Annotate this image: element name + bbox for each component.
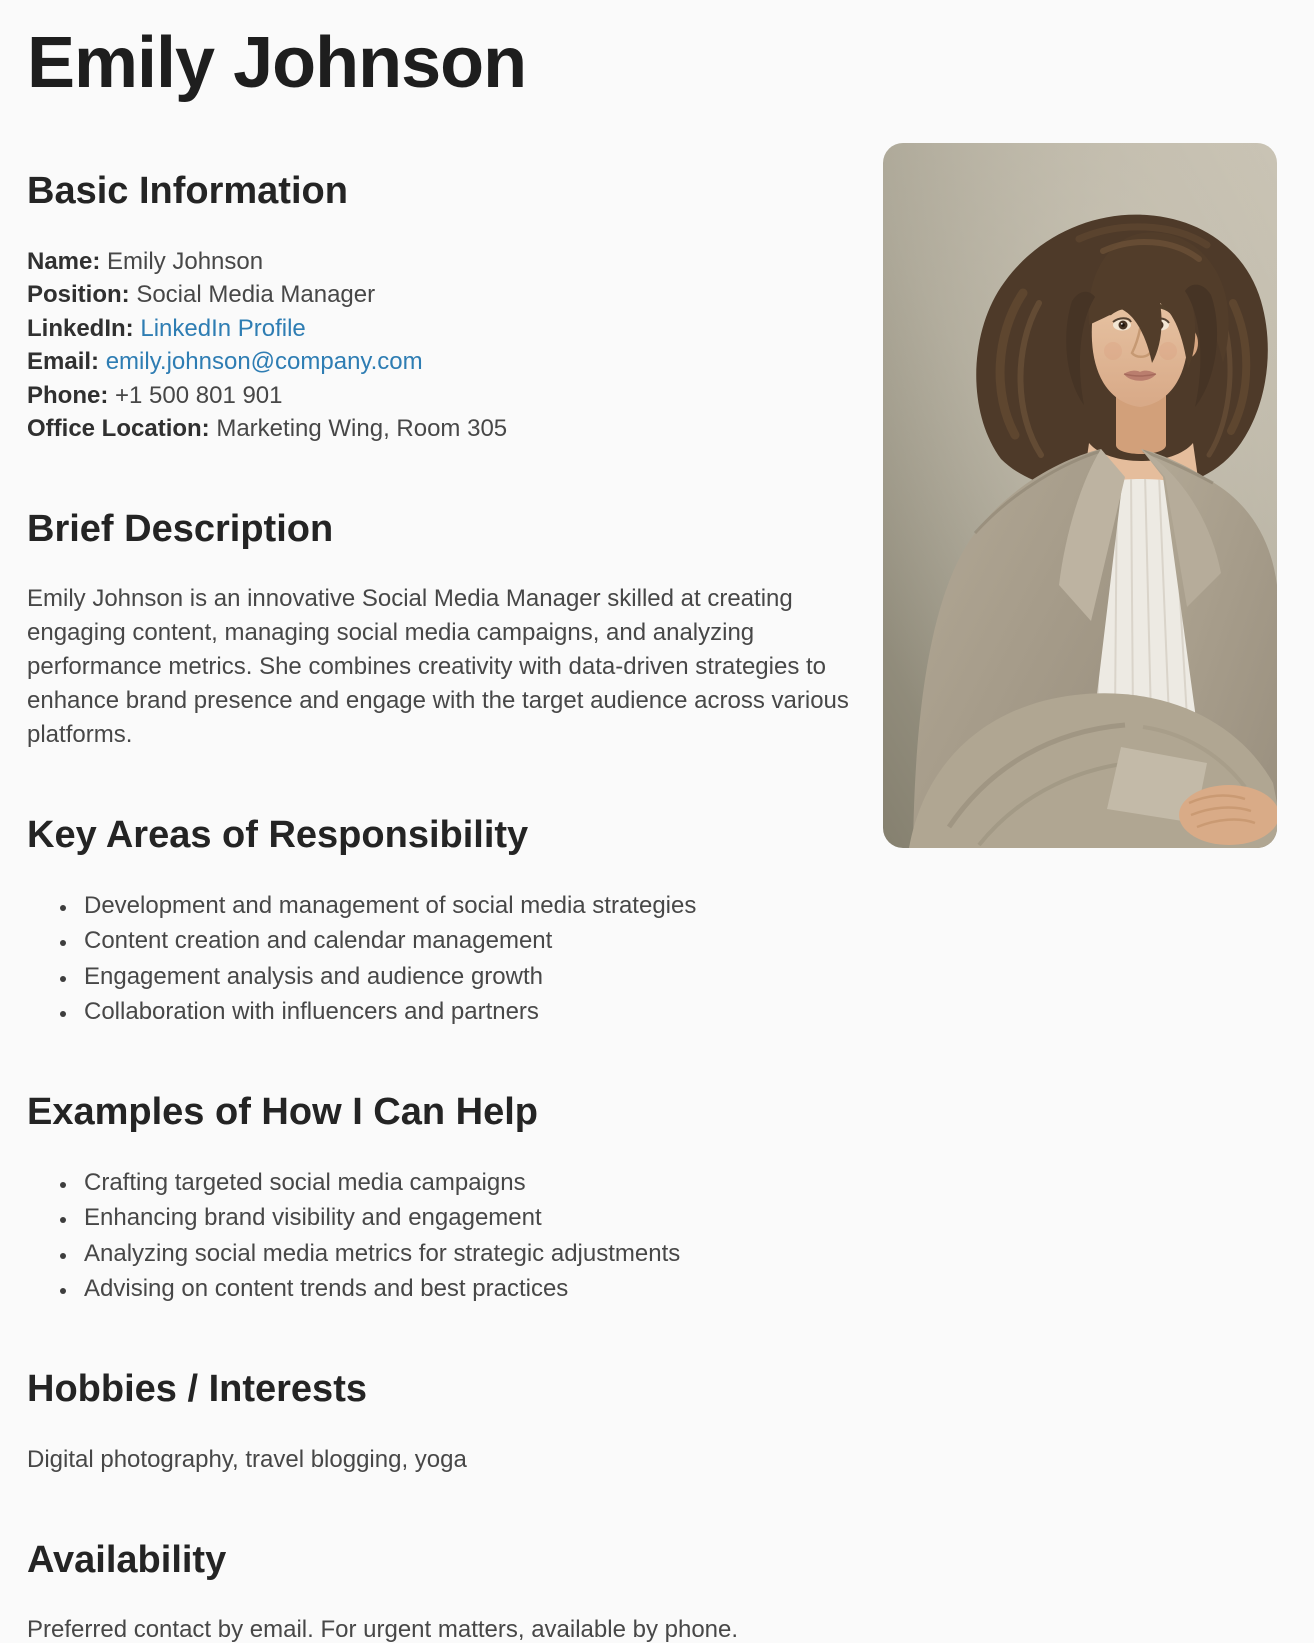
- list-item-text: Crafting targeted social media campaigns: [84, 1168, 526, 1196]
- profile-photo: [883, 143, 1277, 848]
- list-item: [78, 1272, 873, 1306]
- profile-content: [27, 18, 873, 1643]
- availability-text: Preferred contact by email. For urgent matters, available by phone.: [27, 1616, 739, 1643]
- section-basic-information: [27, 168, 873, 446]
- field-office-location: [27, 412, 873, 446]
- list-item-text: Enhancing brand visibility and engagement: [84, 1204, 542, 1231]
- field-phone-value: +1 500 801 901: [115, 381, 283, 409]
- field-email-label: Email:: [27, 348, 100, 375]
- field-position-value: Social Media Manager: [136, 281, 376, 308]
- section-key-areas: [27, 812, 873, 1029]
- field-name-label: Name:: [27, 247, 101, 275]
- section-examples: [27, 1089, 873, 1306]
- field-linkedin-label: LinkedIn:: [27, 314, 134, 342]
- hobbies-text: Digital photography, travel blogging, yoga: [27, 1445, 467, 1473]
- heading-basic-information: Basic Information: [27, 170, 348, 212]
- list-item-text: Advising on content trends and best practices: [84, 1275, 569, 1302]
- page-title: Emily Johnson: [27, 23, 527, 103]
- brief-description-text: Emily Johnson is an innovative Social Media Manager skilled at creating engaging content, managing social media campaigns, and analyzing performance metrics. She combines creativity with data-driven strategies to enhance brand presence and engage with the target audience across various platforms.: [27, 585, 849, 748]
- email-link[interactable]: emily.johnson@company.com: [105, 348, 423, 375]
- list-item-text: Engagement analysis and audience growth: [84, 962, 543, 990]
- heading-availability: Availability: [27, 1538, 227, 1581]
- list-item: [78, 1201, 873, 1235]
- list-item-text: Analyzing social media metrics for strategic adjustments: [84, 1239, 681, 1267]
- field-name: [27, 245, 873, 279]
- list-item: [78, 1166, 873, 1200]
- field-linkedin: [27, 312, 873, 346]
- list-item: [78, 924, 873, 958]
- field-phone-label: Phone:: [27, 381, 109, 409]
- field-email: [27, 345, 873, 379]
- section-brief-description: [27, 506, 873, 753]
- profile-photo-illustration: [883, 143, 1277, 848]
- list-item-text: Collaboration with influencers and partners: [84, 998, 539, 1025]
- heading-examples: Examples of How I Can Help: [27, 1091, 538, 1133]
- list-item: [78, 1237, 873, 1271]
- field-position-label: Position:: [27, 281, 130, 308]
- key-areas-list: [27, 889, 873, 1030]
- list-item: [78, 995, 873, 1029]
- section-availability: [27, 1537, 873, 1643]
- heading-brief-description: Brief Description: [27, 507, 334, 550]
- field-name-value: Emily Johnson: [107, 247, 264, 275]
- list-item-text: Development and management of social media strategies: [84, 891, 697, 919]
- section-hobbies: [27, 1366, 873, 1477]
- heading-key-areas: Key Areas of Responsibility: [27, 814, 529, 856]
- field-office-location-value: Marketing Wing, Room 305: [216, 415, 508, 442]
- linkedin-profile-link[interactable]: LinkedIn Profile: [140, 314, 306, 342]
- heading-hobbies: Hobbies / Interests: [27, 1368, 367, 1410]
- field-phone: [27, 379, 873, 413]
- field-office-location-label: Office Location:: [27, 415, 210, 442]
- list-item-text: Content creation and calendar management: [84, 927, 553, 954]
- basic-info-fields: [27, 245, 873, 446]
- list-item: [78, 889, 873, 923]
- examples-list: [27, 1166, 873, 1307]
- list-item: [78, 960, 873, 994]
- field-position: [27, 278, 873, 312]
